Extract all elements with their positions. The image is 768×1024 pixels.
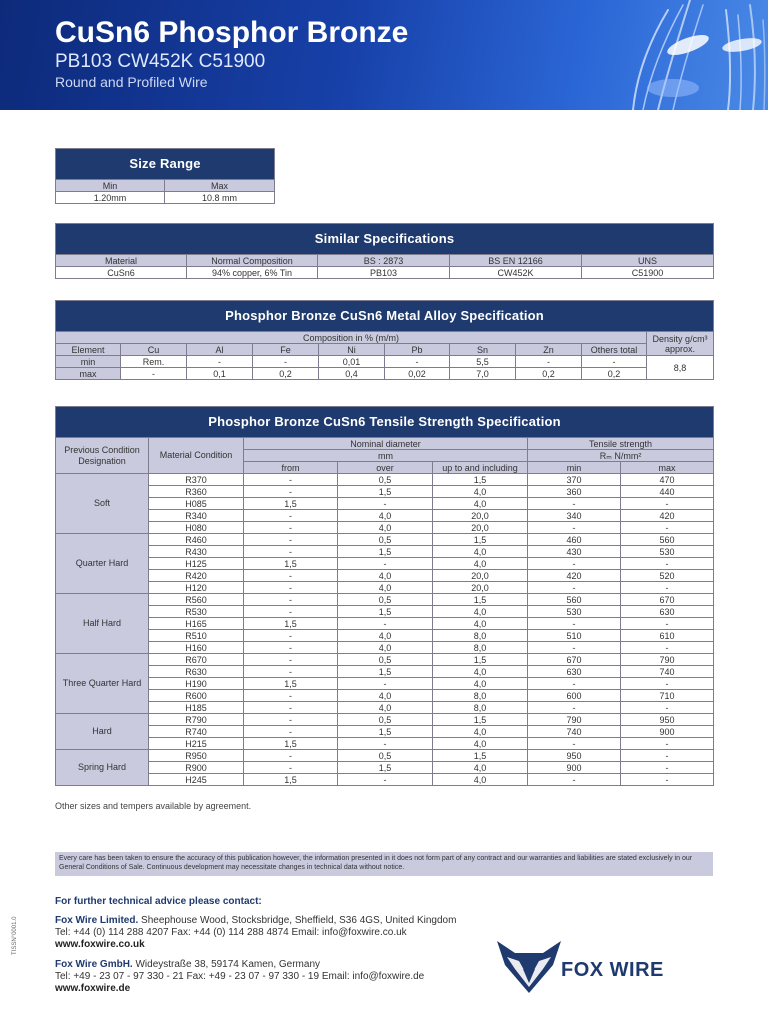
mm-header: mm (244, 450, 528, 462)
alloy-cell: 0,2 (516, 368, 582, 380)
alloy-header-zn: Zn (516, 344, 582, 356)
tensile-strength-table (55, 406, 714, 786)
tensile-cell: H190 (149, 678, 244, 690)
tensile-cell: 0,5 (338, 750, 433, 762)
tensile-row (56, 642, 714, 654)
alloy-cell: 5,5 (450, 356, 516, 368)
tensile-cell: 4,0 (433, 498, 528, 510)
tensile-cell: R460 (149, 534, 244, 546)
tensile-spec-title: Phosphor Bronze CuSn6 Tensile Strength Specification (56, 407, 714, 438)
de-company-name: Fox Wire GmbH. (55, 959, 133, 970)
tensile-cell: 8,0 (433, 690, 528, 702)
over-header: over (338, 462, 433, 474)
tensile-cell: - (244, 510, 338, 522)
similar-value-bs2873: PB103 (318, 267, 450, 279)
tensile-cell: - (244, 630, 338, 642)
tensile-cell: - (528, 774, 621, 786)
tensile-cell: - (621, 522, 714, 534)
tensile-cell: 4,0 (433, 618, 528, 630)
tensile-cell: - (338, 558, 433, 570)
similar-header-bs2873: BS : 2873 (318, 255, 450, 267)
alloy-cell: - (187, 356, 253, 368)
tensile-row (56, 726, 714, 738)
tensile-cell: - (244, 594, 338, 606)
tensile-cell: 4,0 (433, 726, 528, 738)
tensile-cell: 1,5 (244, 618, 338, 630)
tensile-row (56, 498, 714, 510)
tensile-row (56, 594, 714, 606)
tensile-cell: 1,5 (338, 762, 433, 774)
tensile-cell: - (244, 642, 338, 654)
nominal-diameter-header: Nominal diameter (244, 438, 528, 450)
tensile-cell: 420 (528, 570, 621, 582)
document-reference: TISSN°0001.0 (12, 916, 18, 955)
tensile-cell: H085 (149, 498, 244, 510)
uk-contact (55, 915, 456, 951)
similar-specifications-table (55, 223, 714, 279)
tensile-cell: 710 (621, 690, 714, 702)
tensile-cell: R740 (149, 726, 244, 738)
alloy-cell: - (121, 368, 187, 380)
tensile-cell: R430 (149, 546, 244, 558)
tensile-cell: - (528, 678, 621, 690)
tensile-cell: 4,0 (433, 678, 528, 690)
tensile-cell: 1,5 (338, 546, 433, 558)
tensile-cell: 8,0 (433, 702, 528, 714)
disclaimer: Every care has been taken to ensure the accuracy of this publication however, the information presented in it does not form part of any contract and our warranties and liabilities are stated exclusively in our General Conditions of Sale. Continuous development may necessitate changes in technical data without notice. (55, 852, 713, 876)
alloy-cell: 0,2 (582, 368, 647, 380)
tensile-cell: 0,5 (338, 714, 433, 726)
tensile-row (56, 474, 714, 486)
tensile-cell: 4,0 (338, 642, 433, 654)
tensile-cell: 4,0 (433, 558, 528, 570)
alloy-cell: 0,01 (319, 356, 385, 368)
tensile-cell: 360 (528, 486, 621, 498)
temper-group-label: Spring Hard (56, 750, 149, 786)
tensile-row (56, 582, 714, 594)
tensile-cell: - (528, 522, 621, 534)
size-range-table (55, 148, 275, 204)
density-label: Density g/cm³ approx. (647, 332, 714, 356)
tensile-cell: 1,5 (433, 714, 528, 726)
similar-value-material: CuSn6 (56, 267, 187, 279)
tensile-cell: - (244, 534, 338, 546)
tensile-row (56, 534, 714, 546)
tensile-cell: 20,0 (433, 582, 528, 594)
upto-header: up to and including (433, 462, 528, 474)
size-max-value: 10.8 mm (165, 192, 275, 204)
alloy-cell: - (582, 356, 647, 368)
tensile-cell: 1,5 (433, 534, 528, 546)
availability-note: Other sizes and tempers available by agreement. (55, 801, 252, 811)
tensile-cell: 900 (621, 726, 714, 738)
tensile-cell: - (528, 642, 621, 654)
tensile-cell: - (621, 642, 714, 654)
similar-value-composition: 94% copper, 6% Tin (187, 267, 318, 279)
temper-group-label: Quarter Hard (56, 534, 149, 594)
alloy-cell: 0,4 (319, 368, 385, 380)
alloy-header-others: Others total (582, 344, 647, 356)
tensile-row (56, 774, 714, 786)
tensile-cell: - (244, 714, 338, 726)
tensile-row (56, 618, 714, 630)
tensile-row (56, 630, 714, 642)
density-value: 8,8 (647, 356, 714, 380)
tensile-cell: 600 (528, 690, 621, 702)
similar-header-bsen12166: BS EN 12166 (450, 255, 582, 267)
tensile-cell: H185 (149, 702, 244, 714)
tensile-cell: 560 (621, 534, 714, 546)
tensile-cell: 1,5 (338, 726, 433, 738)
tensile-cell: 560 (528, 594, 621, 606)
tensile-cell: - (528, 558, 621, 570)
tensile-cell: 430 (528, 546, 621, 558)
tensile-cell: 4,0 (433, 486, 528, 498)
tensile-cell: H215 (149, 738, 244, 750)
tensile-cell: - (621, 558, 714, 570)
tensile-row (56, 486, 714, 498)
tensile-cell: - (244, 582, 338, 594)
tensile-cell: R900 (149, 762, 244, 774)
tensile-cell: - (528, 702, 621, 714)
alloy-header-element: Element (56, 344, 121, 356)
tensile-cell: H125 (149, 558, 244, 570)
tensile-cell: 8,0 (433, 642, 528, 654)
tensile-cell: 0,5 (338, 594, 433, 606)
uk-phone: Tel: +44 (0) 114 288 4207 Fax: +44 (0) 114 288 4874 Email: info@foxwire.co.uk (55, 927, 407, 938)
tensile-row (56, 714, 714, 726)
tensile-cell: 4,0 (338, 582, 433, 594)
alloy-cell: 7,0 (450, 368, 516, 380)
tensile-cell: - (338, 774, 433, 786)
tensile-cell: 8,0 (433, 630, 528, 642)
tensile-cell: 1,5 (338, 606, 433, 618)
tensile-cell: 4,0 (338, 630, 433, 642)
tensile-cell: 4,0 (433, 774, 528, 786)
tensile-cell: 1,5 (433, 750, 528, 762)
tensile-cell: - (244, 570, 338, 582)
alloy-header-al: Al (187, 344, 253, 356)
tensile-cell: - (338, 498, 433, 510)
similar-header-material: Material (56, 255, 187, 267)
tensile-cell: 630 (621, 606, 714, 618)
tensile-cell: - (621, 774, 714, 786)
tensile-row (56, 666, 714, 678)
alloy-cell: 0,1 (187, 368, 253, 380)
tensile-cell: 1,5 (244, 678, 338, 690)
tensile-cell: - (528, 618, 621, 630)
tensile-cell: H165 (149, 618, 244, 630)
wire-brush-graphic (468, 0, 768, 110)
tensile-cell: - (621, 750, 714, 762)
tensile-cell: - (244, 762, 338, 774)
temper-group-label: Hard (56, 714, 149, 750)
tensile-row (56, 606, 714, 618)
tensile-cell: 4,0 (433, 666, 528, 678)
size-min-header: Min (56, 180, 165, 192)
tensile-cell: 790 (621, 654, 714, 666)
tensile-cell: - (621, 738, 714, 750)
alloy-header-cu: Cu (121, 344, 187, 356)
tensile-cell: - (244, 522, 338, 534)
tensile-cell: 1,5 (433, 474, 528, 486)
tensile-cell: 4,0 (433, 546, 528, 558)
tensile-cell: R340 (149, 510, 244, 522)
de-phone: Tel: +49 - 23 07 - 97 330 - 21 Fax: +49 - 23 07 - 97 330 - 19 Email: info@foxwire.de (55, 971, 425, 982)
tensile-row (56, 558, 714, 570)
tensile-cell: - (621, 702, 714, 714)
from-header: from (244, 462, 338, 474)
tensile-cell: R420 (149, 570, 244, 582)
tensile-cell: 610 (621, 630, 714, 642)
tensile-cell: 1,5 (433, 594, 528, 606)
tensile-cell: 340 (528, 510, 621, 522)
tensile-cell: 4,0 (338, 690, 433, 702)
alloy-cell: min (56, 356, 121, 368)
fox-wire-logo (493, 939, 718, 995)
tensile-cell: - (244, 690, 338, 702)
contact-heading: For further technical advice please contact: (55, 896, 262, 907)
alloy-row-min (56, 356, 714, 368)
tensile-row (56, 750, 714, 762)
material-condition-header: Material Condition (149, 438, 244, 474)
max-header: max (621, 462, 714, 474)
tensile-cell: 4,0 (433, 606, 528, 618)
tensile-cell: 670 (621, 594, 714, 606)
tensile-row (56, 702, 714, 714)
tensile-cell: 520 (621, 570, 714, 582)
tensile-cell: H245 (149, 774, 244, 786)
tensile-cell: 740 (528, 726, 621, 738)
rm-unit-header: Rₘ N/mm² (528, 450, 714, 462)
tensile-cell: 420 (621, 510, 714, 522)
tensile-cell: - (244, 750, 338, 762)
alloy-header-fe: Fe (253, 344, 319, 356)
tensile-cell: 440 (621, 486, 714, 498)
tensile-cell: 950 (621, 714, 714, 726)
tensile-cell: 0,5 (338, 474, 433, 486)
tensile-cell: 4,0 (338, 570, 433, 582)
tensile-row (56, 522, 714, 534)
tensile-cell: 1,5 (244, 774, 338, 786)
alloy-header-ni: Ni (319, 344, 385, 356)
tensile-cell: 20,0 (433, 510, 528, 522)
temper-group-label: Soft (56, 474, 149, 534)
tensile-cell: - (244, 474, 338, 486)
tensile-cell: R790 (149, 714, 244, 726)
composition-label: Composition in % (m/m) (56, 332, 647, 344)
temper-group-label: Half Hard (56, 594, 149, 654)
size-min-value: 1.20mm (56, 192, 165, 204)
similar-value-uns: C51900 (582, 267, 714, 279)
tensile-cell: - (528, 738, 621, 750)
alloy-cell: - (516, 356, 582, 368)
tensile-cell: - (621, 498, 714, 510)
page-title: CuSn6 Phosphor Bronze (55, 16, 409, 49)
alloy-cell: - (385, 356, 450, 368)
tensile-cell: R670 (149, 654, 244, 666)
uk-address: Sheephouse Wood, Stocksbridge, Sheffield, S36 4GS, United Kingdom (138, 915, 457, 926)
alloy-row-max (56, 368, 714, 380)
tensile-cell: 510 (528, 630, 621, 642)
similar-header-composition: Normal Composition (187, 255, 318, 267)
tensile-cell: 4,0 (433, 738, 528, 750)
tensile-cell: 1,5 (338, 486, 433, 498)
tensile-cell: R560 (149, 594, 244, 606)
tensile-cell: - (621, 582, 714, 594)
prev-condition-header: Previous Condition Designation (56, 438, 149, 474)
tensile-rows (56, 474, 714, 786)
tensile-cell: 0,5 (338, 654, 433, 666)
tensile-row (56, 510, 714, 522)
tensile-cell: - (621, 762, 714, 774)
logo-wordmark: FOX WIRE (561, 959, 664, 981)
tensile-row (56, 738, 714, 750)
tensile-cell: - (621, 678, 714, 690)
tensile-cell: H120 (149, 582, 244, 594)
tensile-cell: H160 (149, 642, 244, 654)
size-range-title: Size Range (56, 149, 275, 180)
tensile-cell: R630 (149, 666, 244, 678)
alloy-cell: Rem. (121, 356, 187, 368)
tensile-cell: 1,5 (433, 654, 528, 666)
tensile-row (56, 570, 714, 582)
tensile-cell: - (244, 666, 338, 678)
tensile-cell: 950 (528, 750, 621, 762)
tensile-row (56, 762, 714, 774)
alloy-header-pb: Pb (385, 344, 450, 356)
product-type: Round and Profiled Wire (55, 74, 208, 90)
alloy-header-sn: Sn (450, 344, 516, 356)
tensile-cell: 1,5 (244, 738, 338, 750)
temper-group-label: Three Quarter Hard (56, 654, 149, 714)
uk-company-name: Fox Wire Limited. (55, 915, 139, 926)
fox-head-icon (493, 939, 565, 995)
tensile-cell: - (338, 678, 433, 690)
tensile-cell: R600 (149, 690, 244, 702)
tensile-cell: 20,0 (433, 522, 528, 534)
tensile-cell: 670 (528, 654, 621, 666)
min-header: min (528, 462, 621, 474)
tensile-row (56, 678, 714, 690)
tensile-cell: R370 (149, 474, 244, 486)
tensile-cell: R950 (149, 750, 244, 762)
alloy-spec-title: Phosphor Bronze CuSn6 Metal Alloy Specification (56, 301, 714, 332)
similar-specs-title: Similar Specifications (56, 224, 714, 255)
tensile-row (56, 546, 714, 558)
tensile-cell: - (244, 654, 338, 666)
tensile-strength-header: Tensile strength (528, 438, 714, 450)
tensile-row (56, 654, 714, 666)
tensile-cell: 630 (528, 666, 621, 678)
tensile-cell: 4,0 (338, 522, 433, 534)
tensile-cell: - (338, 618, 433, 630)
tensile-cell: - (244, 702, 338, 714)
tensile-cell: 900 (528, 762, 621, 774)
tensile-cell: - (528, 498, 621, 510)
tensile-cell: - (621, 618, 714, 630)
tensile-cell: 790 (528, 714, 621, 726)
de-address: Wideystraße 38, 59174 Kamen, Germany (132, 959, 321, 970)
alloy-cell: - (253, 356, 319, 368)
tensile-cell: - (338, 738, 433, 750)
tensile-cell: 4,0 (433, 762, 528, 774)
title-banner (0, 0, 768, 110)
tensile-cell: 530 (621, 546, 714, 558)
similar-value-bsen12166: CW452K (450, 267, 582, 279)
alloy-cell: 0,2 (253, 368, 319, 380)
tensile-cell: 740 (621, 666, 714, 678)
tensile-cell: - (244, 546, 338, 558)
uk-website-link[interactable]: www.foxwire.co.uk (55, 939, 145, 950)
tensile-cell: H080 (149, 522, 244, 534)
de-website-link[interactable]: www.foxwire.de (55, 983, 131, 994)
alloy-cell: max (56, 368, 121, 380)
tensile-cell: 1,5 (338, 666, 433, 678)
de-contact (55, 959, 424, 995)
similar-header-uns: UNS (582, 255, 714, 267)
tensile-cell: 4,0 (338, 702, 433, 714)
size-max-header: Max (165, 180, 275, 192)
tensile-cell: 530 (528, 606, 621, 618)
tensile-cell: 460 (528, 534, 621, 546)
grade-designations: PB103 CW452K C51900 (55, 51, 266, 72)
tensile-cell: R510 (149, 630, 244, 642)
tensile-cell: - (528, 582, 621, 594)
tensile-cell: 1,5 (244, 498, 338, 510)
alloy-cell: 0,02 (385, 368, 450, 380)
tensile-cell: 20,0 (433, 570, 528, 582)
tensile-cell: R530 (149, 606, 244, 618)
tensile-cell: R360 (149, 486, 244, 498)
tensile-cell: 0,5 (338, 534, 433, 546)
tensile-cell: 1,5 (244, 558, 338, 570)
tensile-row (56, 690, 714, 702)
tensile-cell: - (244, 726, 338, 738)
tensile-cell: - (244, 486, 338, 498)
tensile-cell: 470 (621, 474, 714, 486)
alloy-specification-table (55, 300, 714, 380)
tensile-cell: 4,0 (338, 510, 433, 522)
tensile-cell: - (244, 606, 338, 618)
tensile-cell: 370 (528, 474, 621, 486)
